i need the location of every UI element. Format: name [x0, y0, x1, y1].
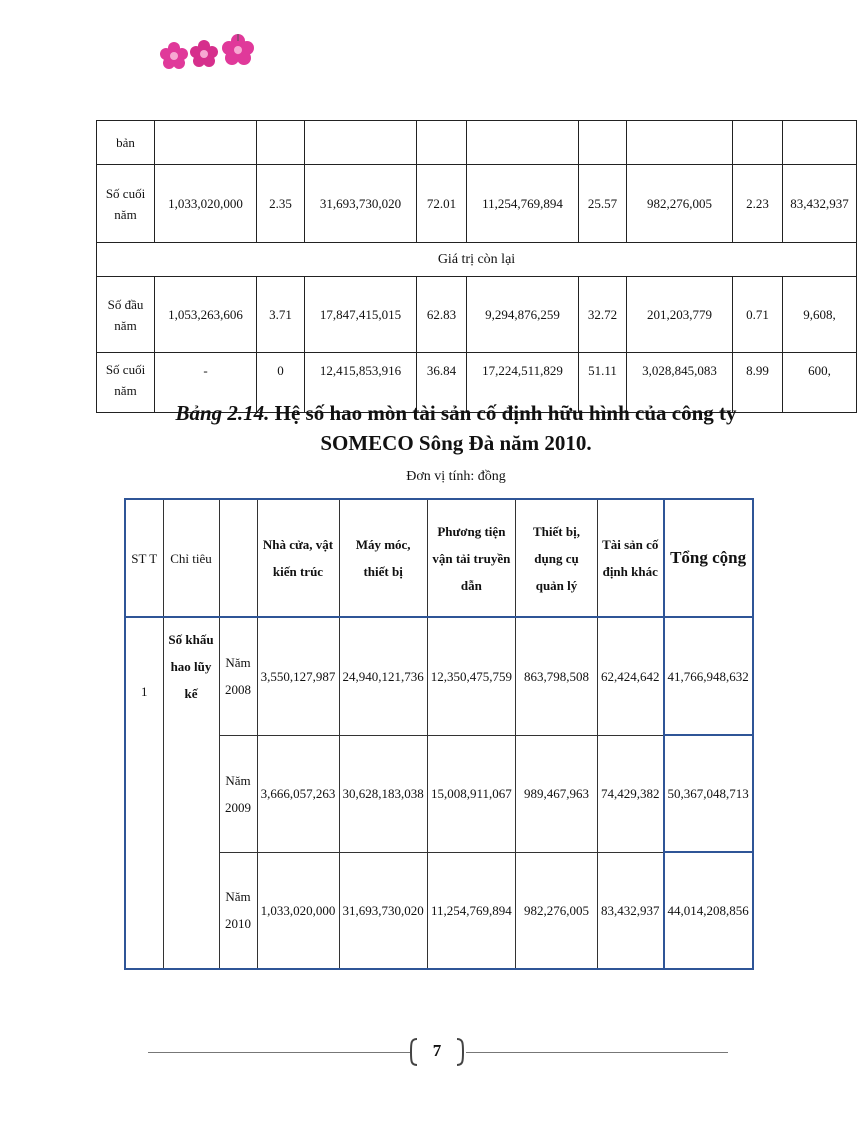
- total-cell: 44,014,208,856: [664, 852, 753, 969]
- cell: 62.83: [417, 277, 467, 353]
- cell: 32.72: [579, 277, 627, 353]
- cell: 3,666,057,263: [257, 735, 339, 852]
- cell: 3,550,127,987: [257, 617, 339, 735]
- cell: 0.71: [733, 277, 783, 353]
- year-label: Năm 2010: [219, 852, 257, 969]
- year-label: Năm 2008: [219, 617, 257, 735]
- cell: 17,224,511,829: [467, 353, 579, 413]
- row-label: Số cuối năm: [97, 353, 155, 413]
- cell: [257, 121, 305, 165]
- cell: 2.35: [257, 165, 305, 243]
- cell: 3,028,845,083: [627, 353, 733, 413]
- cell: [783, 121, 857, 165]
- group-label: Số khấu hao lũy kế: [163, 617, 219, 969]
- group-stt: 1: [125, 617, 163, 969]
- header-blank: [219, 499, 257, 617]
- flower-icon: [160, 42, 188, 69]
- section-title: Giá trị còn lại: [97, 243, 857, 277]
- header-maymoc: Máy móc, thiết bị: [339, 499, 427, 617]
- cell: [579, 121, 627, 165]
- depreciation-table: [124, 498, 754, 970]
- caption-line1: Hệ số hao mòn tài sản cố định hữu hình của công ty: [274, 401, 737, 425]
- table-row: [125, 852, 753, 969]
- header-thietbi: Thiết bị, dụng cụ quản lý: [516, 499, 598, 617]
- cell: [305, 121, 417, 165]
- cell: 72.01: [417, 165, 467, 243]
- header-taisankhac: Tài sản cố định khác: [598, 499, 664, 617]
- cell: [733, 121, 783, 165]
- cell: 982,276,005: [627, 165, 733, 243]
- cell: 11,254,769,894: [467, 165, 579, 243]
- cell: 3.71: [257, 277, 305, 353]
- cell: 9,608,: [783, 277, 857, 353]
- header-tongcong: Tổng cộng: [664, 499, 753, 617]
- table-row: [97, 277, 857, 353]
- cell: 31,693,730,020: [305, 165, 417, 243]
- cell: 201,203,779: [627, 277, 733, 353]
- cell: 863,798,508: [516, 617, 598, 735]
- cell: 51.11: [579, 353, 627, 413]
- cell: 2.23: [733, 165, 783, 243]
- caption-line2: SOMECO Sông Đà năm 2010.: [320, 431, 592, 455]
- table-row: [97, 121, 857, 165]
- unit-label: Đơn vị tính: đồng: [406, 469, 506, 484]
- cell: 982,276,005: [516, 852, 598, 969]
- cell: [417, 121, 467, 165]
- cell: 12,350,475,759: [427, 617, 515, 735]
- cell: -: [155, 353, 257, 413]
- row-label: bản: [97, 121, 155, 165]
- cell: 8.99: [733, 353, 783, 413]
- table-caption: [96, 398, 816, 458]
- row-label: Số đầu năm: [97, 277, 155, 353]
- header-chitieu: Chỉ tiêu: [163, 499, 219, 617]
- cell: 1,053,263,606: [155, 277, 257, 353]
- table-row: [125, 735, 753, 852]
- cell: [627, 121, 733, 165]
- caption-number: Bảng 2.14.: [175, 401, 270, 425]
- table-row: [97, 165, 857, 243]
- total-cell: 50,367,048,713: [664, 735, 753, 852]
- year-label: Năm 2009: [219, 735, 257, 852]
- footer-rule-left: [148, 1052, 410, 1053]
- cell: 74,429,382: [598, 735, 664, 852]
- cell: 11,254,769,894: [427, 852, 515, 969]
- cell: 36.84: [417, 353, 467, 413]
- table-row: [125, 617, 753, 735]
- section-row: [97, 243, 857, 277]
- total-cell: 41,766,948,632: [664, 617, 753, 735]
- page-number: 7: [432, 1041, 442, 1060]
- row-label: Số cuối năm: [97, 165, 155, 243]
- flower-decoration: [158, 32, 262, 72]
- cell: 31,693,730,020: [339, 852, 427, 969]
- cell: 1,033,020,000: [155, 165, 257, 243]
- cell: [155, 121, 257, 165]
- cell: 15,008,911,067: [427, 735, 515, 852]
- cell: 25.57: [579, 165, 627, 243]
- top-table-container: [96, 120, 849, 398]
- cell: [467, 121, 579, 165]
- cell: 83,432,937: [598, 852, 664, 969]
- header-stt: ST T: [125, 499, 163, 617]
- header-nhacua: Nhà cửa, vật kiến trúc: [257, 499, 339, 617]
- header-row: [125, 499, 753, 617]
- cell: 83,432,937: [783, 165, 857, 243]
- cell: 9,294,876,259: [467, 277, 579, 353]
- cell: 62,424,642: [598, 617, 664, 735]
- cell: 0: [257, 353, 305, 413]
- cell: 24,940,121,736: [339, 617, 427, 735]
- flower-icon: [190, 40, 218, 67]
- cell: 1,033,020,000: [257, 852, 339, 969]
- cell: 17,847,415,015: [305, 277, 417, 353]
- cell: 600,: [783, 353, 857, 413]
- cell: 989,467,963: [516, 735, 598, 852]
- footer-rule-right: [466, 1052, 728, 1053]
- cell: 30,628,183,038: [339, 735, 427, 852]
- header-phuongtien: Phương tiện vận tải truyền dẫn: [427, 499, 515, 617]
- top-table: [96, 120, 857, 413]
- cell: 12,415,853,916: [305, 353, 417, 413]
- flower-icon: [222, 34, 254, 65]
